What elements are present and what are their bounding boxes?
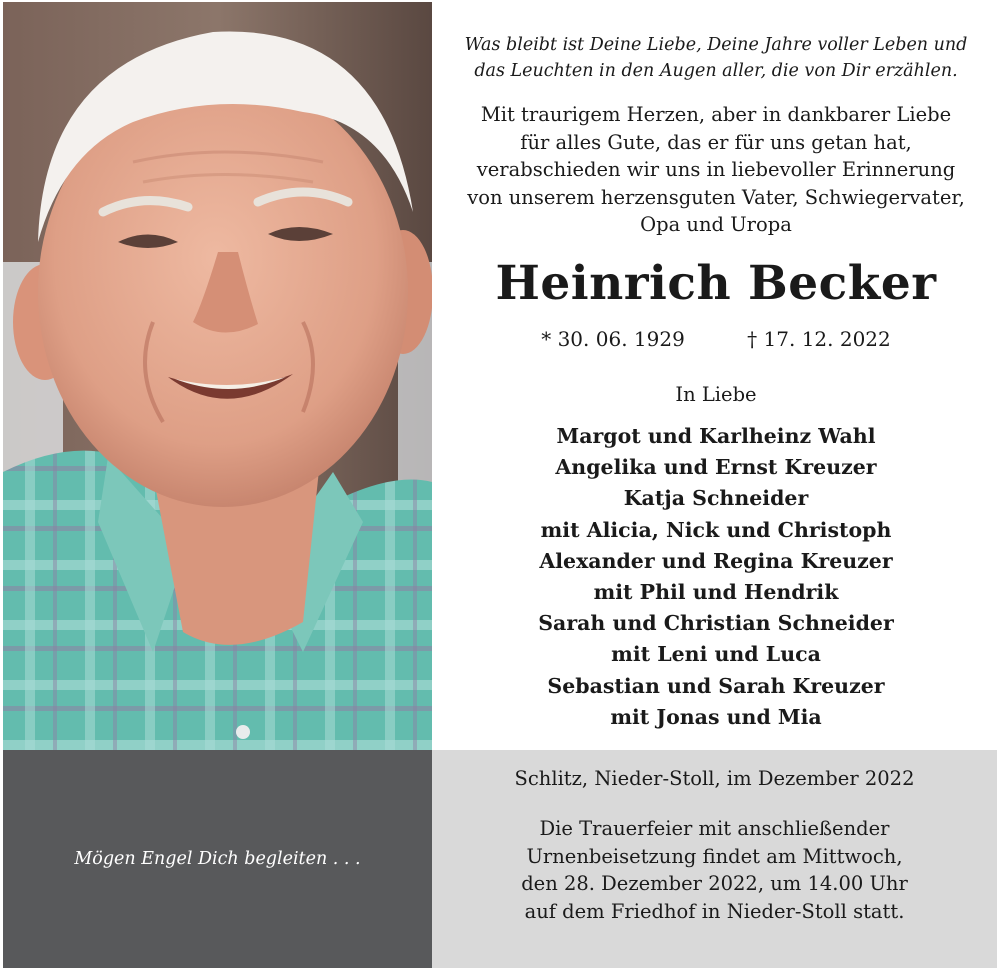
closing-band: [3, 750, 432, 968]
deceased-name: Heinrich Becker: [495, 256, 937, 311]
intro-line: verabschieden wir uns in liebevoller Erinnerung: [476, 158, 956, 181]
quote-line: das Leuchten in den Augen aller, die von Dir erzählen.: [474, 61, 958, 81]
family-member: Katja Schneider: [623, 486, 809, 511]
family-member: Alexander und Regina Kreuzer: [539, 548, 893, 573]
service-line: auf dem Friedhof in Nieder-Stoll statt.: [524, 899, 905, 923]
death-date: † 17. 12. 2022: [747, 327, 891, 351]
in-love-label: In Liebe: [675, 383, 757, 406]
family-member: mit Jonas und Mia: [610, 704, 822, 729]
family-member: Sebastian und Sarah Kreuzer: [547, 673, 885, 698]
intro-line: für alles Gute, das er für uns getan hat,: [520, 130, 912, 154]
family-member: mit Alicia, Nick und Christoph: [540, 517, 892, 542]
closing-phrase: Mögen Engel Dich begleiten . . .: [74, 849, 361, 869]
quote-line: Was bleibt ist Deine Liebe, Deine Jahre voller Leben und: [464, 35, 968, 55]
intro-text: [432, 101, 1000, 239]
family-member: mit Phil und Hendrik: [593, 580, 839, 605]
portrait-photo: [3, 2, 432, 750]
family-member: mit Leni und Luca: [611, 642, 821, 667]
service-info-band: [432, 750, 997, 968]
family-list: [432, 421, 1000, 733]
portrait-illustration: [3, 2, 432, 750]
intro-line: Mit traurigem Herzen, aber in dankbarer Liebe: [480, 103, 952, 126]
service-line: den 28. Dezember 2022, um 14.00 Uhr: [521, 872, 908, 895]
shirt-button: [236, 725, 250, 739]
service-line: Die Trauerfeier mit anschließender: [539, 817, 890, 840]
obituary-text-panel: [432, 0, 1000, 750]
funeral-service-info: [432, 815, 997, 925]
place-and-date: Schlitz, Nieder-Stoll, im Dezember 2022: [514, 767, 915, 790]
family-member: Sarah und Christian Schneider: [538, 611, 894, 636]
birth-date: * 30. 06. 1929: [541, 327, 685, 351]
life-dates: [432, 324, 1000, 354]
family-member: Margot und Karlheinz Wahl: [556, 424, 876, 448]
intro-line: von unserem herzensguten Vater, Schwiegervater,: [467, 185, 965, 209]
service-line: Urnenbeisetzung findet am Mittwoch,: [526, 844, 903, 868]
memorial-quote: [432, 32, 1000, 84]
family-member: Angelika und Ernst Kreuzer: [555, 455, 877, 480]
intro-line: Opa und Uropa: [640, 213, 792, 236]
